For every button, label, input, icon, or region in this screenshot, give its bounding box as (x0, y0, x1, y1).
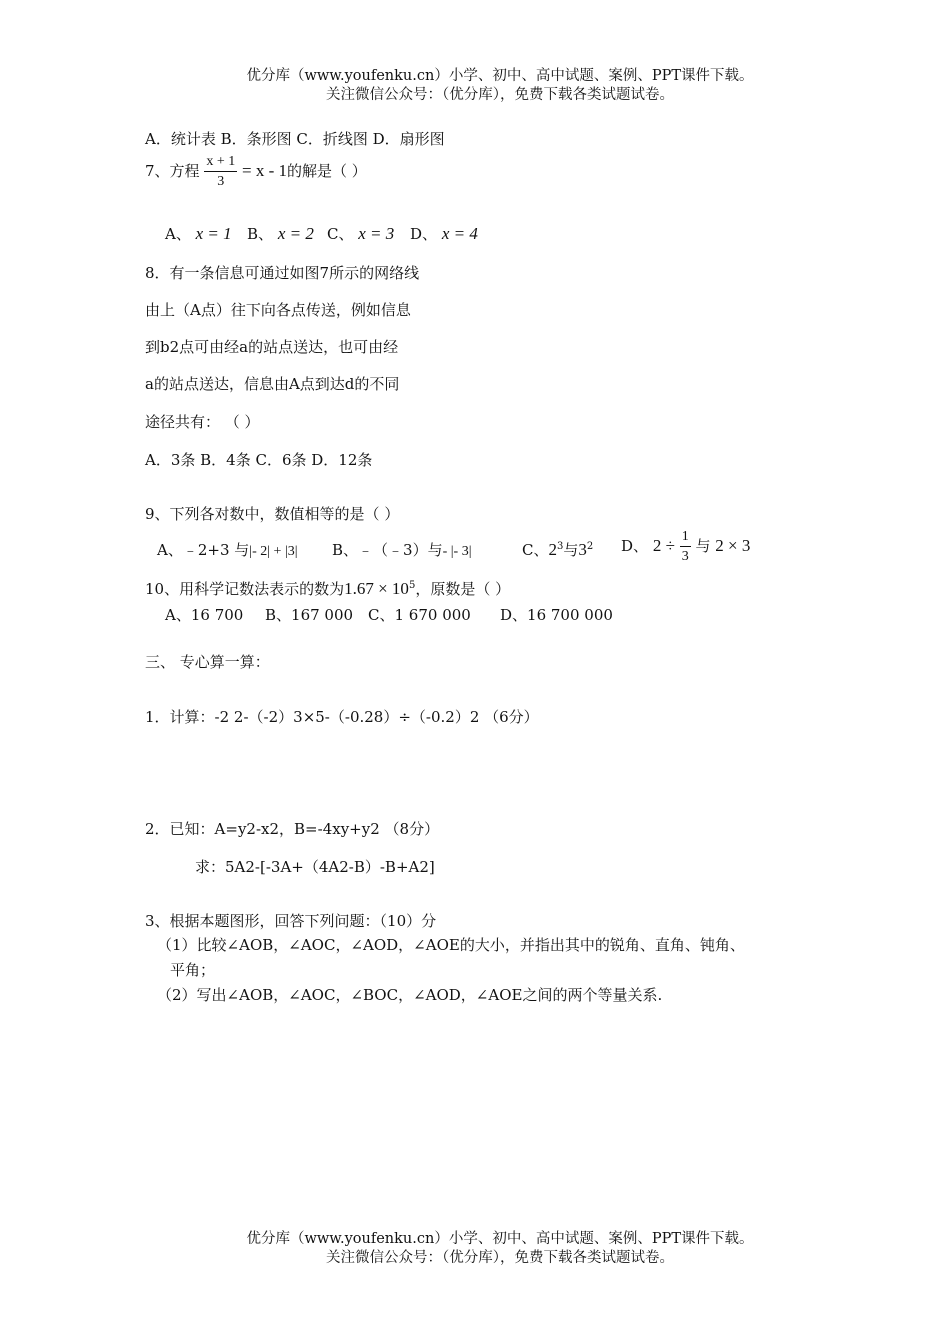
q10-stem: 10、用科学记数法表示的数为$1.67 \times 10^5$，原数是（ ） (145, 579, 511, 598)
q7-option-b: B、 x = 2 (247, 224, 314, 243)
q8-line-5: 途径共有： （ ） (145, 413, 260, 431)
q7-option-c: C、 x = 3 (327, 224, 395, 243)
problem-2-find: 求：5A2-[-3A+（4A2-B）-B+A2] (195, 858, 435, 876)
problem-2-given: 2．已知：A=y2-x2，B=-4xy+y2 （8分） (145, 820, 440, 838)
q8-line-1: 8．有一条信息可通过如图7所示的网络线 (145, 264, 420, 282)
q10-option-d: D、16 700 000 (500, 606, 613, 624)
problem-3-stem: 3、根据本题图形，回答下列问题：（10）分 (145, 912, 437, 930)
q7-option-a: A、 x = 1 (165, 224, 232, 243)
q9-option-b: B、﹣（﹣3）与- |- 3| (332, 541, 472, 559)
q8-options: A．3条 B．4条 C．6条 D．12条 (145, 451, 373, 469)
section-3-title: 三、 专心算一算： (145, 653, 270, 671)
q9-option-a: A、﹣2+3 与|- 2| + |3| (157, 541, 298, 559)
q7-prefix: 7、方程 (145, 162, 200, 180)
footer-line-2: 关注微信公众号：（优分库），免费下载各类试题试卷。 (326, 1250, 674, 1266)
q6-options: A．统计表 B．条形图 C．折线图 D．扇形图 (145, 130, 445, 148)
q7-numerator: x + 1 (204, 155, 237, 172)
problem-1: 1．计算：-2 2-（-2）3×5-（-0.28）÷（-0.2）2 （6分） (145, 708, 539, 726)
q10-option-c: C、1 670 000 (368, 606, 471, 624)
q10-option-a: A、16 700 (165, 606, 244, 624)
header-line-1: 优分库（www.youfenku.cn）小学、初中、高中试题、案例、PPT课件下载。 (246, 68, 754, 84)
q8-line-2: 由上（A点）往下向各点传送，例如信息 (145, 301, 411, 319)
q7-stem (145, 155, 367, 189)
q7-fraction (204, 155, 237, 189)
q8-line-3: 到b2点可由经a的站点送达，也可由经 (145, 338, 399, 356)
problem-3-part-2: （2）写出∠AOB，∠AOC，∠BOC，∠AOD，∠AOE之间的两个等量关系. (157, 986, 663, 1004)
header-line-2: 关注微信公众号：（优分库），免费下载各类试题试卷。 (326, 87, 674, 103)
q8-line-4: a的站点送达，信息由A点到达d的不同 (145, 375, 400, 393)
q9-stem: 9、下列各对数中，数值相等的是（ ） (145, 505, 400, 523)
q9-option-c: C、$2^3$与$3^2$ (522, 540, 594, 559)
q9-d-fraction: $\frac{1}{3}$ (681, 529, 689, 564)
problem-3-part-1-cont: 平角； (170, 961, 216, 979)
q7-denominator: 3 (217, 174, 225, 189)
problem-3-part-1: （1）比较∠AOB，∠AOC，∠AOD，∠AOE的大小，并指出其中的锐角、直角、钝角、 (157, 936, 745, 954)
q7-suffix: 的解是（ ） (287, 162, 367, 180)
q10-option-b: B、167 000 (265, 606, 354, 624)
q7-option-d: D、 x = 4 (410, 224, 478, 243)
q9-option-d: D、 2 ÷ $\frac{1}{3}$ 与 2 × 3 (621, 529, 751, 564)
q7-equals: = x - 1 (242, 161, 288, 180)
footer-line-1: 优分库（www.youfenku.cn）小学、初中、高中试题、案例、PPT课件下载。 (246, 1231, 754, 1247)
